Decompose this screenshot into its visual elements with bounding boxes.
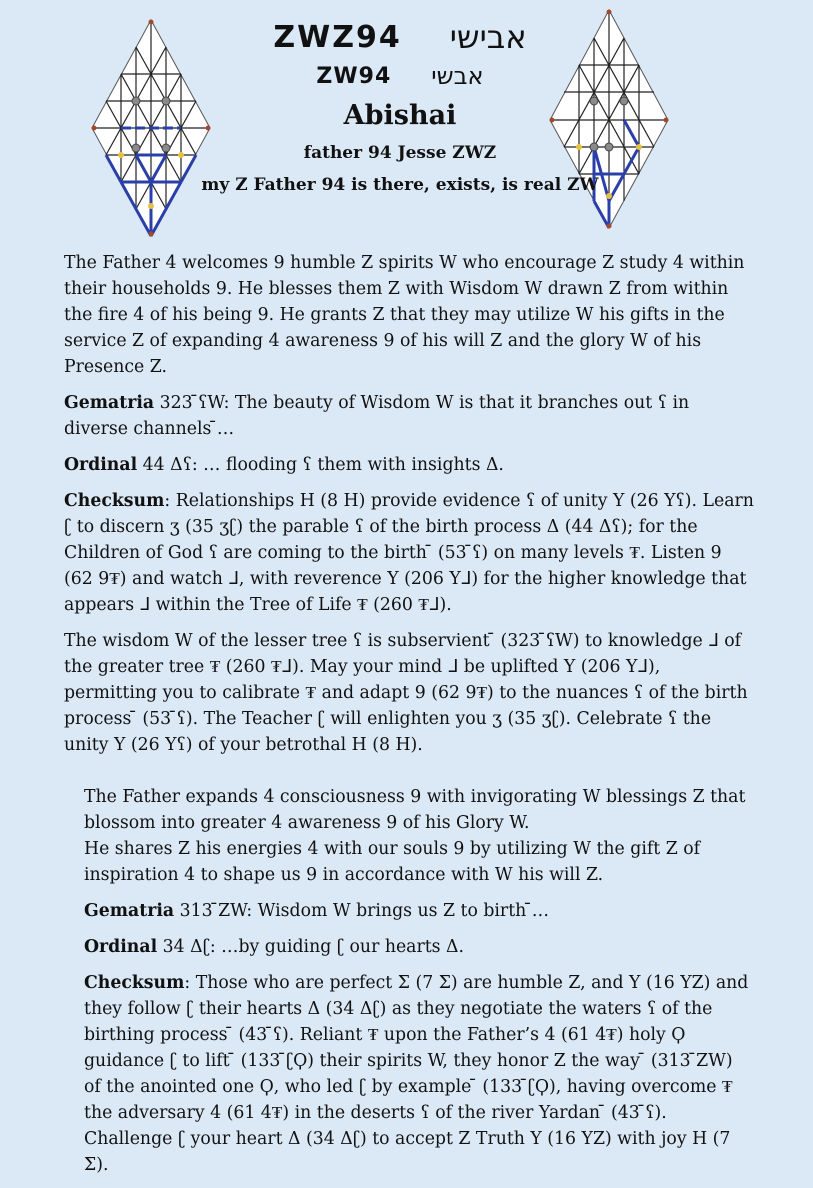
tree-of-life-diagram-left bbox=[90, 18, 212, 238]
hebrew-title: אבישי bbox=[449, 18, 527, 56]
meaning-line-2: my Z Father 94 is there, exists, is real ZW bbox=[201, 175, 599, 195]
indented-section bbox=[64, 784, 754, 1178]
paragraph-checksum: Checksum: Relationships H (8 H) provide evidence ʕ of unity Y (26 Yʕ). Learn ʗ to discern ʒ (35 ʒʗ) the parable ʕ of the birth process Δ (44 Δʕ); for the Children of God ʕ are coming to the birth ̄ (53 ̄ʕ) on many levels ₮. Listen 9 (62 9₮) and watch ᒧ, with reverence Y (206 Yᒧ) for the higher knowledge that appears ᒧ within the Tree of Life ₮ (260 ₮ᒧ). bbox=[64, 491, 754, 615]
paragraph-ordinal: Ordinal 44 Δʕ: … flooding ʕ them with insights Δ. bbox=[64, 455, 504, 475]
hebrew-subtitle: אבשי bbox=[431, 62, 484, 90]
meaning-line-1: father 94 Jesse ZWZ bbox=[303, 143, 497, 163]
indented-paragraph-1: The Father expands 4 consciousness 9 with invigorating W blessings Z that blossom into greater 4 awareness 9 of his Glory W. bbox=[84, 787, 746, 833]
title-row bbox=[200, 18, 600, 56]
page-title: Abishai bbox=[343, 100, 457, 131]
paragraph-intro: The Father 4 welcomes 9 humble Z spirits W who encourage Z study 4 within their households 9. He blesses them Z with Wisdom W drawn Z from within the fire 4 of his being 9. He grants Z that they may utilize W his gifts in the service Z of expanding 4 awareness 9 of his will Z and the glory W of his Presence Z. bbox=[64, 253, 745, 377]
paragraph-gematria: Gematria 323 ̄ʕW: The beauty of Wisdom W is that it branches out ʕ in diverse channels ̄… bbox=[64, 393, 690, 439]
indented-gematria: Gematria 313 ̄ZW: Wisdom W brings us Z to birth ̄… bbox=[84, 901, 550, 921]
paleo-subtitle: ZW94 bbox=[316, 63, 392, 89]
paragraph-wisdom: The wisdom W of the lesser tree ʕ is subservient ̄ (323 ̄ʕW) to knowledge ᒧ of the greater tree ₮ (260 ₮ᒧ). May your mind ᒧ be uplifted Y (206 Yᒧ), permitting you to calibrate ₮ and adapt 9 (62 9₮) to the nuances ʕ of the birth process ̄ (53 ̄ʕ). The Teacher ʗ will enlighten you ʒ (35 ʒʗ). Celebrate ʕ the unity Y (26 Yʕ) of your betrothal H (8 H). bbox=[64, 631, 748, 755]
subtitle-row bbox=[200, 62, 600, 90]
indented-paragraph-2: He shares Z his energies 4 with our souls 9 by utilizing W the gift Z of inspiration 4 to shape us 9 in accordance with W his will Z. bbox=[84, 839, 700, 885]
indented-checksum: Checksum: Those who are perfect Σ (7 Σ) are humble Z, and Y (16 YZ) and they follow ʗ their hearts Δ (34 Δʗ) as they negotiate the waters ʕ of the birthing process ̄ (43 ̄ʕ). Reliant ₮ upon the Father’s 4 (61 4₮) holy Ϙ guidance ʗ to lift ̄ (133 ̄ʗϘ) their spirits W, they honor Z the way ̄ (313 ̄ZW) of the anointed one Ϙ, who led ʗ by example ̄ (133 ̄ʗϘ), having overcome ₮ the adversary 4 (61 4₮) in the deserts ʕ of the river Yardan ̄ (43 ̄ʕ). Challenge ʗ your heart Δ (34 Δʗ) to accept Z Truth Y (16 YZ) with joy H (7 Σ). bbox=[84, 973, 749, 1175]
paleo-title: ZWZ94 bbox=[273, 19, 402, 55]
commentary bbox=[64, 250, 754, 1188]
indented-ordinal: Ordinal 34 Δʗ: …by guiding ʗ our hearts Δ. bbox=[84, 937, 465, 957]
header bbox=[200, 18, 600, 195]
